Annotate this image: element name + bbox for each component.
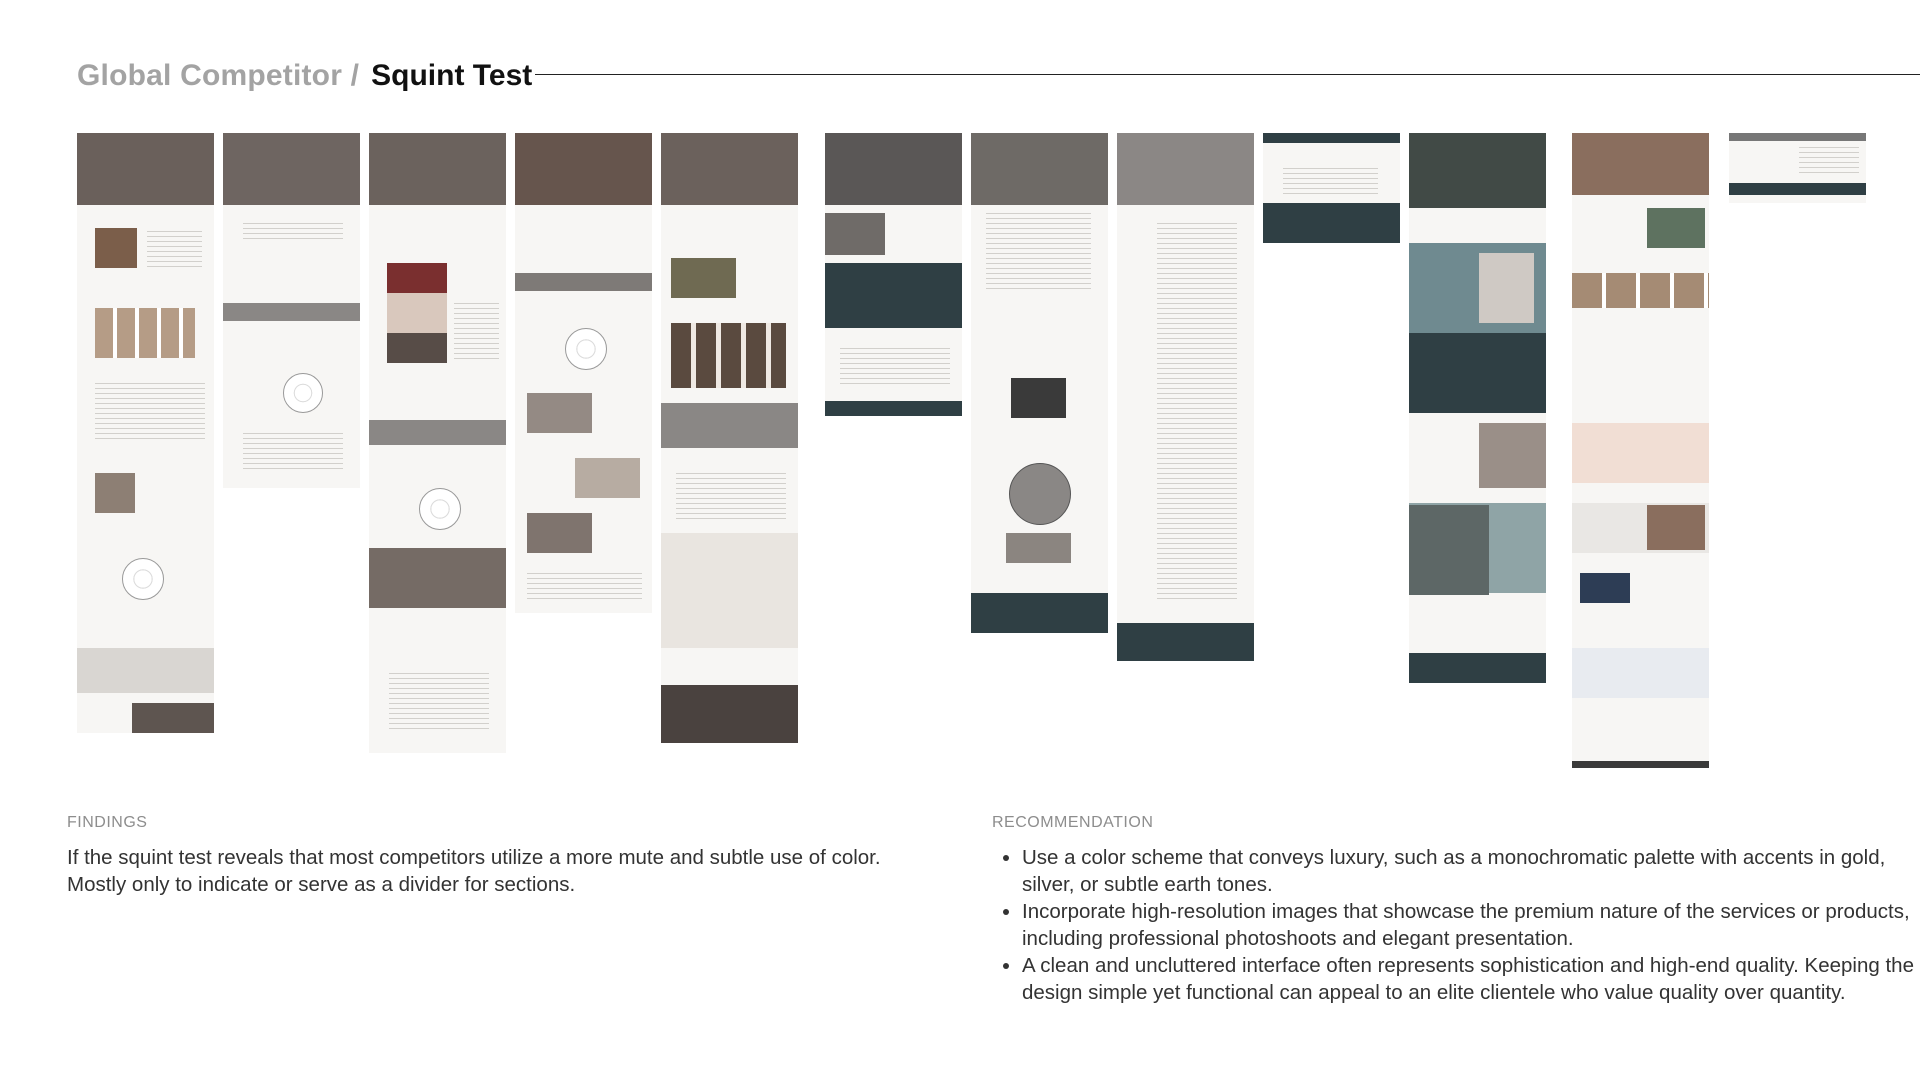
competitor-screenshots-strip — [0, 133, 1920, 793]
competitor-thumbnail-3 — [369, 133, 506, 753]
competitor-thumbnail-11 — [1572, 133, 1709, 768]
findings-label: FINDINGS — [67, 814, 148, 831]
recommendation-item: • Incorporate high-resolution images that showcase the premium nature of the services or products, including professional photoshoots and elegant presentation. — [1022, 898, 1920, 952]
competitor-thumbnail-7 — [971, 133, 1108, 633]
competitor-thumbnail-12 — [1729, 133, 1866, 203]
recommendation-item: • Use a color scheme that conveys luxury, such as a monochromatic palette with accents in gold, silver, or subtle earth tones. — [1022, 844, 1920, 898]
breadcrumb: Global Competitor / — [77, 59, 360, 92]
competitor-thumbnail-2 — [223, 133, 360, 488]
competitor-thumbnail-5 — [661, 133, 798, 743]
page-header — [77, 56, 532, 96]
recommendation-list — [992, 844, 1920, 1006]
competitor-thumbnail-9 — [1263, 133, 1400, 243]
recommendation-label: RECOMMENDATION — [992, 814, 1154, 831]
header-divider — [535, 74, 1920, 75]
competitor-thumbnail-4 — [515, 133, 652, 613]
competitor-thumbnail-10 — [1409, 133, 1546, 683]
findings-text: If the squint test reveals that most competitors utilize a more mute and subtle use of color. Mostly only to indicate or serve as a divider for sections. — [67, 846, 881, 896]
page-title: Squint Test — [371, 59, 533, 92]
competitor-thumbnail-6 — [825, 133, 962, 416]
competitor-thumbnail-8 — [1117, 133, 1254, 661]
competitor-thumbnail-1 — [77, 133, 214, 733]
recommendation-item: • A clean and uncluttered interface often represents sophistication and high-end quality. Keeping the design simple yet functional can appeal to an elite clientele who value quality over quantity. — [1022, 952, 1920, 1006]
